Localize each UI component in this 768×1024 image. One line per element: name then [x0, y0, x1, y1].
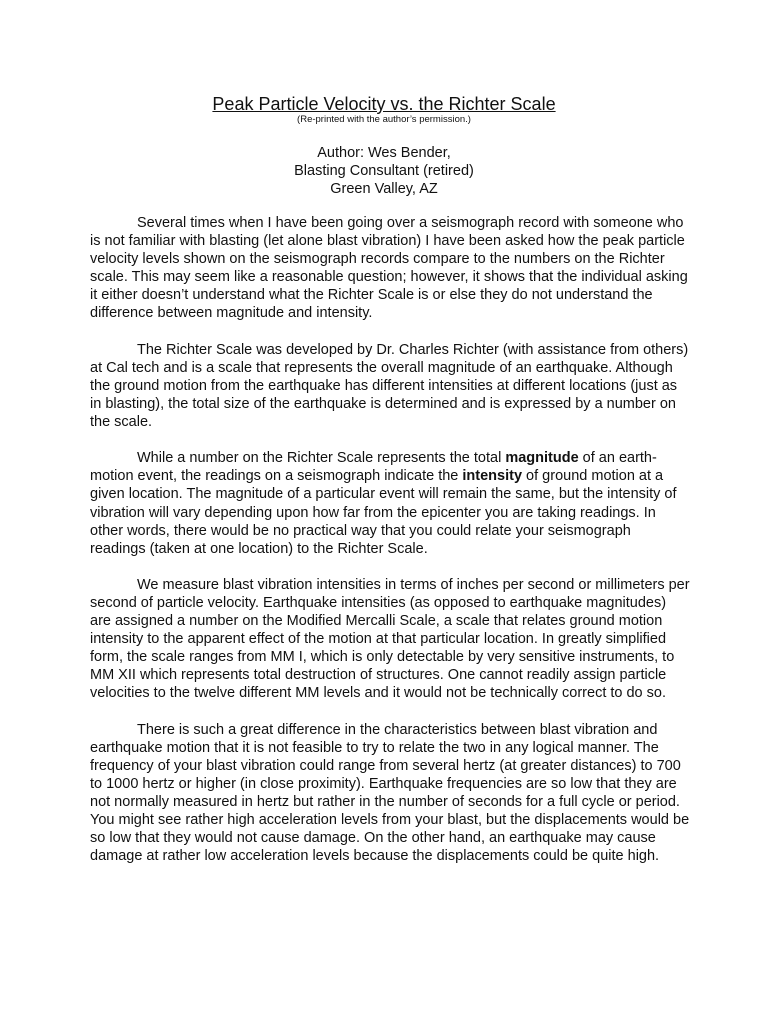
paragraph-2: The Richter Scale was developed by Dr. Charles Richter (with assistance from others) at Cal tech and is a scale that represents the overall magnitude of an earthquake. Although the ground motion from the earthquake has different intensities at different locations (just as in blasting), the total size of the earthquake is determined and is expressed by a number on the scale.: [90, 341, 689, 431]
paragraph-3: [90, 449, 690, 558]
author-name: Author: Wes Bender,: [317, 145, 451, 161]
author-location: Green Valley, AZ: [330, 181, 438, 197]
author-block: [0, 144, 768, 198]
paragraph-3-text-a: While a number on the Richter Scale represents the total: [137, 450, 506, 467]
paragraph-4: We measure blast vibration intensities in terms of inches per second or millimeters per second of particle velocity. Earthquake intensities (as opposed to earthquake magnitudes) are assigned a number on the Modified Mercalli Scale, a scale that relates ground motion intensity to the apparent effect of the motion at that particular location. In greatly simplified form, the scale ranges from MM I, which is only detectable by very sensitive instruments, to MM XII which represents total destruction of structures. One cannot readily assign particle velocities to the twelve different MM levels and it would not be technically correct to do so.: [90, 576, 690, 702]
intensity-emphasis: intensity: [462, 468, 523, 485]
magnitude-emphasis: magnitude: [505, 450, 579, 467]
paragraph-3-text-c: of an earth-motion event, the readings on a seismograph indicate the: [90, 450, 657, 485]
reprint-note: (Re-printed with the author’s permission.): [297, 114, 471, 125]
document-body: [90, 214, 690, 883]
paragraph-6: You might see rather high acceleration levels from your blast, but the displacements would be so low that they would not cause damage. On the other hand, an earthquake may cause damage at rather low acceleration levels because the displacements could be quite high.: [90, 812, 690, 865]
paragraph-3-text-e: of ground motion at a given location. The magnitude of a particular event will remain the same, but the intensity of vibration will vary depending upon how far from the epicenter you are taking readings. In other words, there would be no practical way that you could relate your seismograph readings (taken at one location) to the Richter Scale.: [90, 468, 677, 557]
paragraph-5: There is such a great difference in the characteristics between blast vibration and earthquake motion that it is not feasible to try to relate the two in any logical manner. The frequency of your blast vibration could range from several hertz (at greater distances) to 700 to 1000 hertz or higher (in close proximity). Earthquake frequencies are so low that they are not normally measured in hertz but rather in the number of seconds for a full cycle or period.: [90, 721, 681, 810]
author-role: Blasting Consultant (retired): [294, 163, 474, 179]
document-title: Peak Particle Velocity vs. the Richter Scale: [212, 94, 556, 114]
paragraph-1: Several times when I have been going over a seismograph record with someone who is not familiar with blasting (let alone blast vibration) I have been asked how the peak particle velocity levels shown on the seismograph records compare to the numbers on the Richter scale. This may seem like a reasonable question; however, it shows that the individual asking it either doesn’t understand what the Richter Scale is or else they do not understand the difference between magnitude and intensity.: [90, 215, 688, 322]
